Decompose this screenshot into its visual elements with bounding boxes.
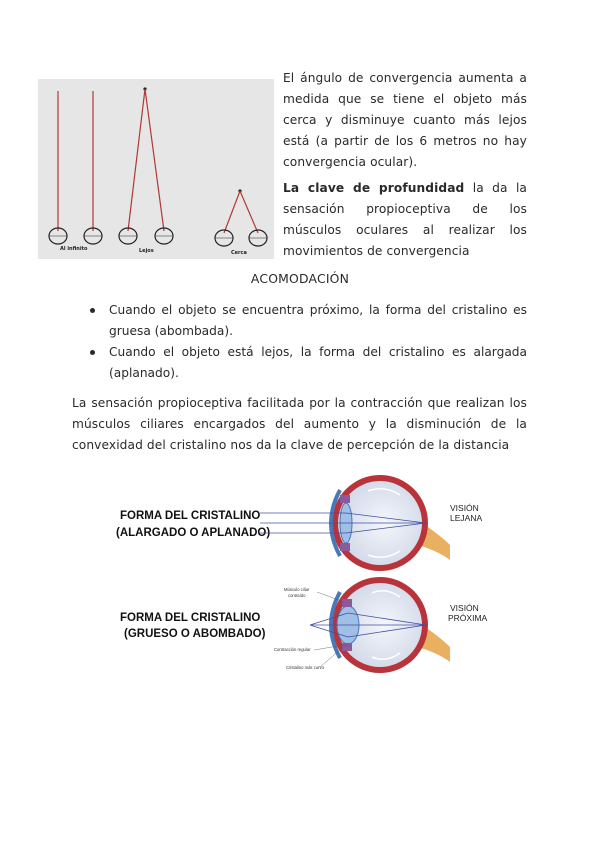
eye-accommodation-figure	[110, 465, 510, 690]
eye-distant	[116, 475, 482, 571]
annotation-contraction: Contracción regular	[274, 647, 311, 652]
caption-distant-1: FORMA DEL CRISTALINO	[120, 510, 261, 522]
convergence-diagram	[38, 79, 274, 259]
bullet-list	[90, 300, 527, 384]
eye-diagram	[110, 465, 510, 690]
list-item-text: Cuando el objeto está lejos, la forma del cristalino es alargada (aplanado).	[109, 345, 527, 380]
annotation-lens-curve: Cristalino más curvo	[286, 665, 324, 670]
depth-cue-rest: la da la sensación propioceptiva de los músculos oculares al realizar los movimientos de convergencia	[283, 181, 527, 258]
side-label-distant-2: LEJANA	[450, 513, 483, 523]
annotation-ciliary-1: Músculo ciliar	[284, 587, 310, 592]
eye-near	[120, 577, 488, 673]
convergence-figure	[38, 79, 274, 259]
section-heading: ACOMODACIÓN	[250, 271, 350, 286]
bullet-dot	[90, 308, 95, 313]
near-line-left	[224, 191, 240, 233]
list-item-text: Cuando el objeto se encuentra próximo, la forma del cristalino es gruesa (abombada).	[109, 303, 527, 338]
far-line-left	[128, 89, 145, 231]
side-label-near-2: PRÓXIMA	[448, 613, 488, 623]
annotation-ciliary-2: contraído	[288, 593, 306, 598]
caption-near-2: (GRUESO O ABOMBADO)	[124, 628, 266, 640]
caption-distant-2: (ALARGADO O APLANADO)	[116, 527, 271, 539]
label-infinity: Al infinito	[60, 246, 88, 252]
far-line-right	[145, 89, 164, 231]
depth-cue-bold: La clave de profundidad	[283, 181, 465, 195]
list-item	[90, 342, 527, 384]
near-line-right	[240, 191, 258, 233]
list-item	[90, 300, 527, 342]
bullet-dot	[90, 350, 95, 355]
caption-near-1: FORMA DEL CRISTALINO	[120, 612, 261, 624]
side-label-distant-1: VISIÓN	[450, 503, 479, 513]
paragraph-accommodation: La sensación propioceptiva facilitada por la contracción que realizan los músculos ciliares encargados del aumento y la disminución de la convexidad del cristalino nos da la clave de percepción de la distancia	[72, 396, 527, 452]
side-label-near-1: VISIÓN	[450, 603, 479, 613]
label-far: Lejos	[139, 248, 154, 254]
paragraph-depth-cue	[283, 178, 527, 262]
paragraph-convergence: El ángulo de convergencia aumenta a medida que se tiene el objeto más cerca y disminuye cuanto más lejos está (a partir de los 6 metros no hay convergencia ocular).	[283, 71, 527, 169]
label-near: Cerca	[231, 250, 247, 256]
